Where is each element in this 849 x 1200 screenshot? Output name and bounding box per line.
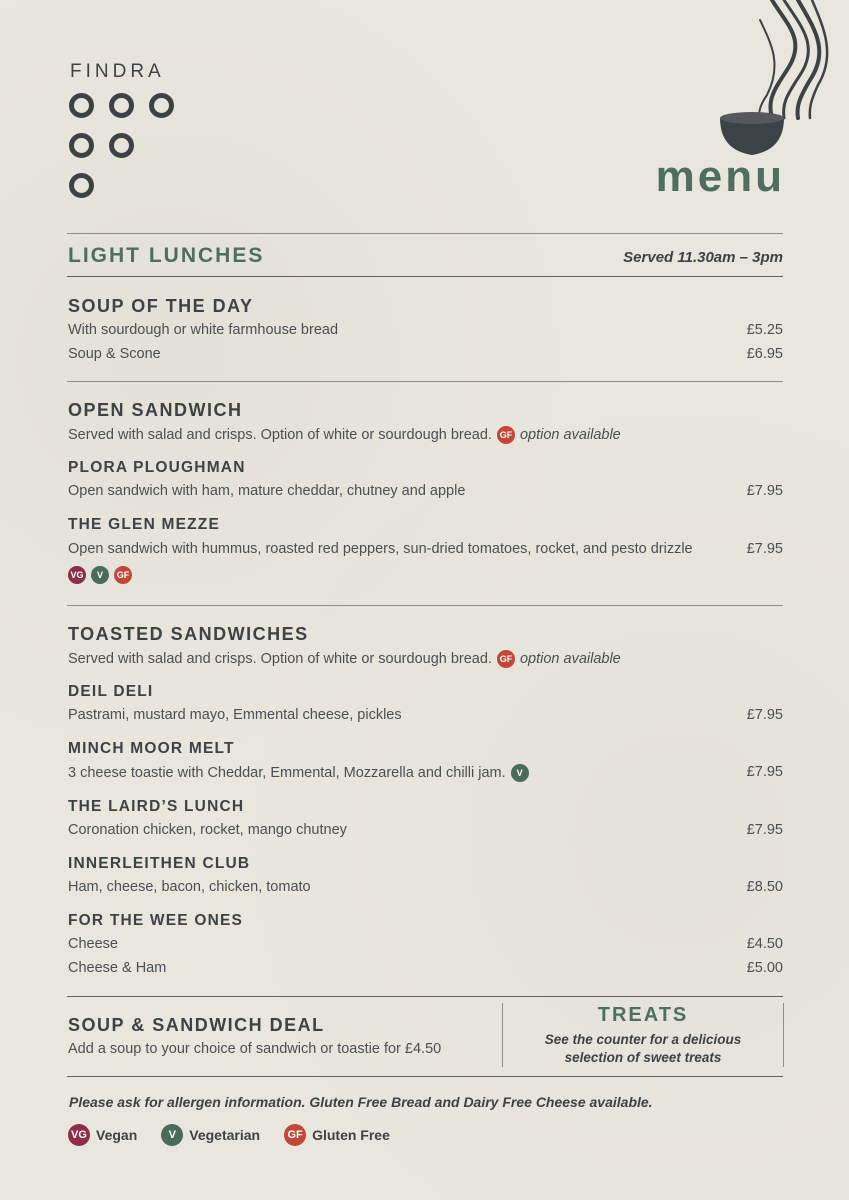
divider — [67, 605, 783, 606]
menu-heading: menu — [655, 152, 785, 201]
item-desc: Cheese — [68, 936, 118, 952]
dietary-badges — [68, 566, 132, 584]
item-name: MINCH MOOR MELT — [68, 740, 235, 757]
gluten-free-badge: GF — [497, 650, 515, 668]
divider — [67, 996, 783, 997]
dietary-legend — [68, 1124, 390, 1146]
soup-scone-price: £6.95 — [746, 346, 783, 362]
divider — [67, 1076, 783, 1077]
legend-label: Gluten Free — [312, 1127, 390, 1143]
item-desc: Open sandwich with hummus, roasted red peppers, sun-dried tomatoes, rocket, and pesto drizzle — [68, 541, 693, 557]
item-name: THE LAIRD’S LUNCH — [68, 798, 245, 815]
divider — [783, 1003, 784, 1067]
gluten-free-badge: GF — [497, 426, 515, 444]
item-desc: Cheese & Ham — [68, 960, 167, 976]
item-price: £7.95 — [746, 707, 783, 723]
served-times: Served 11.30am – 3pm — [623, 249, 783, 266]
item-price: £7.95 — [746, 483, 783, 499]
soup-title: SOUP OF THE DAY — [68, 296, 254, 316]
soup-desc: With sourdough or white farmhouse bread — [68, 322, 339, 338]
section-title: LIGHT LUNCHES — [68, 244, 265, 267]
vegetarian-badge: V — [91, 566, 109, 584]
item-desc: Ham, cheese, bacon, chicken, tomato — [68, 879, 311, 895]
item-desc: Pastrami, mustard mayo, Emmental cheese, pickles — [68, 707, 402, 723]
dots-logo-icon — [69, 93, 179, 203]
item-name: DEIL DELI — [68, 683, 154, 700]
vegetarian-badge: V — [511, 764, 529, 782]
deal-title: SOUP & SANDWICH DEAL — [68, 1015, 325, 1035]
item-price: £4.50 — [746, 936, 783, 952]
item-name: INNERLEITHEN CLUB — [68, 855, 251, 872]
item-name: THE GLEN MEZZE — [68, 516, 220, 533]
treats-title: TREATS — [597, 1004, 689, 1026]
item-price: £8.50 — [746, 879, 783, 895]
vegetarian-badge: V — [161, 1124, 183, 1146]
deal-desc: Add a soup to your choice of sandwich or toastie for £4.50 — [68, 1041, 442, 1057]
brand-name: FINDRA — [70, 61, 165, 82]
gluten-free-badge: GF — [284, 1124, 306, 1146]
item-price: £5.00 — [746, 960, 783, 976]
toasted-title: TOASTED SANDWICHES — [68, 624, 309, 644]
vegan-badge: VG — [68, 566, 86, 584]
item-price: £7.95 — [746, 822, 783, 838]
toasted-note: Served with salad and crisps. Option of white or sourdough bread. GF option available — [68, 651, 621, 667]
divider — [67, 233, 783, 234]
soup-price: £5.25 — [746, 322, 783, 338]
soup-scone-desc: Soup & Scone — [68, 346, 161, 362]
legend-label: Vegan — [96, 1127, 138, 1143]
legend-label: Vegetarian — [189, 1127, 261, 1143]
treats-text: See the counter for a delicious selection of sweet treats — [544, 1032, 742, 1065]
item-desc: Coronation chicken, rocket, mango chutney — [68, 822, 347, 838]
item-desc: Open sandwich with ham, mature cheddar, chutney and apple — [68, 483, 466, 499]
allergen-note: Please ask for allergen information. Gluten Free Bread and Dairy Free Cheese available. — [69, 1094, 653, 1110]
steaming-bowl-icon — [712, 0, 849, 165]
vegan-badge: VG — [68, 1124, 90, 1146]
item-desc: 3 cheese toastie with Cheddar, Emmental, Mozzarella and chilli jam. V — [68, 764, 529, 782]
item-price: £7.95 — [746, 541, 783, 557]
item-name: FOR THE WEE ONES — [68, 912, 244, 929]
item-name: PLORA PLOUGHMAN — [68, 459, 246, 476]
gluten-free-badge: GF — [114, 566, 132, 584]
divider — [67, 381, 783, 382]
open-sandwich-note: Served with salad and crisps. Option of white or sourdough bread. GF option available — [68, 427, 621, 443]
divider — [67, 276, 783, 277]
item-price: £7.95 — [746, 764, 783, 780]
open-sandwich-title: OPEN SANDWICH — [68, 400, 243, 420]
